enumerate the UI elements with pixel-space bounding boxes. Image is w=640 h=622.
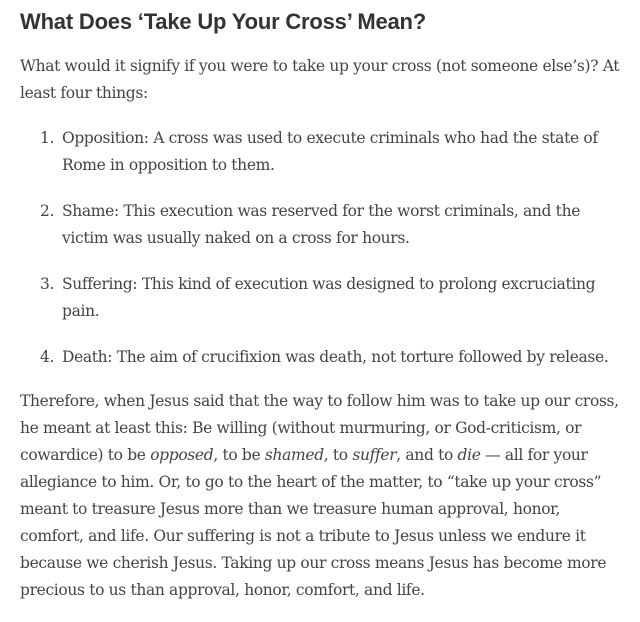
list-item-text: Death: The aim of crucifixion was death, not torture followed by release. [62, 348, 609, 366]
list-item-number: 1. [40, 129, 55, 147]
list-item-text: Shame: This execution was reserved for the worst criminals, and the victim was usually naked on a cross for hours. [62, 202, 581, 247]
list-item-number: 4. [40, 348, 55, 366]
list-item [20, 198, 620, 252]
emphasis-opposed: opposed [150, 446, 214, 464]
article [20, 0, 620, 604]
list-item-text: Opposition: A cross was used to execute criminals who had the state of Rome in opposition to them. [62, 129, 598, 174]
emphasis-die: die [457, 446, 481, 464]
article-heading: What Does ‘Take Up Your Cross’ Mean? [20, 9, 426, 34]
closing-paragraph [20, 388, 620, 604]
list-item-text: Suffering: This kind of execution was designed to prolong excruciating pain. [62, 275, 596, 320]
closing-text-4: , and to [396, 446, 458, 464]
closing-text-3: , to [323, 446, 353, 464]
emphasis-suffer: suffer [352, 446, 397, 464]
closing-text-5: — all for your allegiance to him. Or, to go to the heart of the matter, to “take up your cross” meant to treasure Jesus more than we treasure human approval, honor, comfort, and life. Our suffering is not a tribute to Jesus unless we endure it because we cherish Jesus. Taking up our cross means Jesus has become more precious to us than approval, honor, comfort, and life. [20, 446, 607, 599]
closing-text-1: Therefore, when Jesus said that the way to follow him was to take up our cross, he meant at least this: Be willing (without murmuring, or God-criticism, or cowardice) to be [20, 392, 619, 464]
points-list [20, 125, 620, 371]
list-item-number: 3. [40, 275, 55, 293]
list-item-number: 2. [40, 202, 55, 220]
closing-text-2: , to be [213, 446, 265, 464]
emphasis-shamed: shamed [264, 446, 324, 464]
list-item [20, 344, 620, 371]
intro-paragraph: What would it signify if you were to take up your cross (not someone else’s)? At least four things: [20, 57, 620, 102]
list-item [20, 125, 620, 179]
list-item [20, 271, 620, 325]
